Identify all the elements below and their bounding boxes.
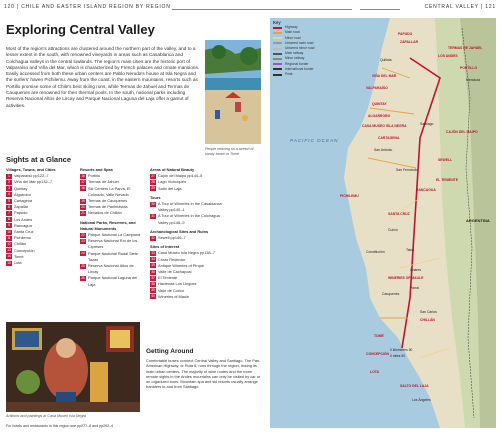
sight-number-badge: 13 — [7, 248, 11, 253]
map-place-label: LOTA — [370, 370, 379, 374]
sight-number-badge: 6 — [6, 205, 12, 210]
map-key-label: Minor road — [285, 35, 301, 40]
sight-name: El Teniente — [158, 275, 178, 281]
sight-number-badge: 3 — [6, 186, 12, 191]
museum-photo-caption: Artifacts and paintings at Casa Museo Isla Negra — [6, 414, 86, 418]
sight-number-badge: 27 — [151, 173, 155, 178]
header-rule-left — [172, 9, 352, 10]
region-map — [270, 18, 496, 428]
sight-name: Papudo — [14, 210, 28, 216]
sight-number-badge: 37 — [151, 275, 155, 280]
map-key-label: Regional border — [285, 61, 309, 66]
sight-name: Lago Vichuquén — [158, 179, 187, 185]
sight-name: A Tour of Wineries in the Casablanca Valley pp140–1 — [158, 201, 222, 213]
map-place-label: CONCEPCIÓN — [366, 352, 389, 356]
sight-name: Valle de Curicó — [158, 287, 185, 293]
sight-name: Hacienda Los Lingues — [158, 281, 197, 287]
map-key-label: Peak — [285, 72, 293, 77]
sight-name: Portillo — [88, 173, 100, 179]
map-place-label: Los Ángeles — [412, 398, 431, 402]
sight-number-badge: 33 — [151, 251, 155, 256]
sight-number-badge: 19 — [81, 198, 85, 203]
sight-number-badge: 21 — [81, 211, 85, 216]
sight-name: Cajón del Maipo pp144–5 — [158, 173, 203, 179]
map-key-swatch — [273, 53, 282, 55]
sight-number-badge: 31 — [151, 214, 155, 219]
sight-name: Parque Nacional Laguna del Laja — [88, 275, 138, 287]
map-key-swatch — [273, 42, 282, 44]
sights-column-3 — [150, 167, 226, 300]
sight-name: Wineries of Maule — [158, 293, 190, 299]
page-title: Exploring Central Valley — [6, 22, 155, 37]
sight-number-badge: 35 — [151, 263, 155, 268]
sight-name: Algarrobo — [14, 191, 31, 197]
sight-number-badge: 36 — [151, 269, 155, 274]
map-place-label: Constitución — [366, 250, 385, 254]
sight-name: Cartagena — [14, 198, 33, 204]
sight-number-badge: 28 — [151, 180, 155, 184]
sight-number-badge: 5 — [6, 199, 12, 204]
museum-photo — [6, 322, 140, 412]
category-heading: National Parks, Reserves, and Natural Monuments — [80, 219, 136, 231]
sight-number-badge: 38 — [151, 282, 155, 287]
category-heading: Villages, Towns, and Cities — [6, 167, 56, 172]
map-place-label: Cauquenes — [382, 292, 400, 296]
sight-name: Pichilemu — [14, 235, 31, 241]
map-place-label: LOS ANDES — [438, 54, 458, 58]
sight-number-badge: 22 — [81, 232, 85, 237]
sight-number-badge: 11 — [7, 235, 11, 240]
sight-name: Parque Nacional Radal Siete Tazas — [88, 250, 138, 262]
sight-number-badge: 26 — [81, 276, 85, 281]
sight-name: Parque Nacional La Campana — [88, 232, 141, 238]
sight-item — [150, 294, 226, 300]
sight-name: Salto del Laja — [158, 185, 182, 191]
sight-name: Termas de Panimávida — [88, 204, 128, 210]
map-key-label: Minor railway — [285, 56, 305, 61]
sight-name: Lota — [14, 260, 22, 266]
sight-name: Nevados de Chillán — [88, 210, 122, 216]
sight-item — [80, 238, 144, 250]
map-place-label: ALGARROBO — [368, 114, 391, 118]
map-place-label: Mendoza — [466, 78, 480, 82]
map-key-swatch — [273, 48, 282, 50]
sight-number-badge: 30 — [151, 201, 155, 206]
map-place-label: EL TENIENTE — [436, 178, 458, 182]
sight-number-badge: 32 — [151, 235, 155, 240]
map-place-label: ARGENTINA — [466, 218, 490, 223]
sight-name: Chillán — [14, 241, 26, 247]
map-place-label: WINERIES OF MAULE — [388, 276, 424, 280]
map-key-label: Untarred main road — [285, 40, 314, 45]
map-place-label: Curicó — [388, 228, 398, 232]
sight-name: Termas de Cauquenes — [88, 198, 128, 204]
sight-number-badge: 10 — [7, 229, 11, 234]
sight-name: A Tour of Wineries in the Colchagua Valley pp148–9 — [158, 213, 220, 225]
map-key-swatch — [273, 68, 282, 70]
map-place-label: SANTA CRUZ — [388, 212, 410, 216]
map-place-label: SEWELL — [438, 158, 453, 162]
map-place-label: SALTO DEL LAJA — [400, 384, 429, 388]
sight-name: Termas de Jahuel — [88, 179, 119, 185]
ocean-label: PACIFIC OCEAN — [290, 138, 339, 143]
map-place-label: San Fernando — [396, 168, 418, 172]
sight-number-badge: 29 — [151, 186, 155, 191]
map-key-label: Main railway — [285, 51, 304, 56]
map-place-label: TOMÉ — [374, 334, 384, 338]
map-terrain — [270, 18, 496, 428]
sight-item — [150, 213, 226, 225]
map-key-item — [273, 72, 333, 77]
sights-heading: Sights at a Glance — [6, 155, 72, 164]
sight-number-badge: 12 — [7, 242, 11, 247]
sight-number-badge: 1 — [6, 174, 12, 179]
footer-left: For hotels and restaurants in this region see pp277–8 and pp292–4 — [6, 424, 114, 428]
map-key-swatch — [273, 63, 282, 65]
map-key-label: Highway — [285, 25, 298, 30]
sight-item — [6, 260, 68, 266]
sight-name: Tomé — [14, 253, 24, 259]
sight-name: Reserva Nacional Altos de Lircay — [88, 263, 134, 275]
sight-name: Santa Cruz — [14, 229, 34, 235]
map-key-title: Key — [273, 20, 281, 25]
sight-number-badge: 20 — [81, 204, 85, 209]
map-place-label: TERMAS DE JAHUEL — [448, 46, 483, 50]
sight-number-badge: 15 — [7, 260, 11, 265]
sight-name: Valle de Cachapoal — [158, 269, 192, 275]
sight-number-badge: 9 — [6, 223, 12, 228]
sight-item — [80, 251, 144, 263]
sight-number-badge: 34 — [151, 257, 155, 262]
map-place-label: PORTILLO — [460, 66, 478, 70]
category-heading: Areas of Natural Beauty — [150, 167, 195, 172]
sight-name: Reserva Nacional Río de los Cipreses — [88, 238, 138, 250]
page-header — [0, 0, 500, 13]
sight-number-badge: 14 — [7, 254, 11, 259]
map-place-label: Parral — [410, 286, 420, 290]
sight-number-badge: 17 — [81, 180, 85, 184]
sight-number-badge: 4 — [6, 192, 12, 197]
sight-number-badge: 18 — [81, 186, 85, 191]
map-key-label: International border — [285, 66, 314, 71]
intro-paragraph: Most of the region's attractions are clustered around the northern part of the valley, and to a lesser extent in the south, with renowned vineyards in areas such as Casablanca and Colchagua valleys in the central lowlands. The region's main cities are the historic port of Valparaíso and Viña del Mar, which is characterized by French palaces and ornate mansions. Easily accessed from both these urban centers are Pablo Neruda's house at Isla Negra and the surfers' haven Pichilemu. Away from the coast, in the eastern mountains, resorts such as Portillo promise some of Chile's best skiing runs, while Termas de Jahuel and Termas de Cauquenes are renowned for their thermal pools. In the south, national parks including Reserva Nacional Altos de Lircay and Parque Nacional Laguna del Laja offer a gamut of activities. — [6, 46, 200, 108]
sight-number-badge: 7 — [6, 211, 12, 216]
map-place-label: Quillota — [380, 58, 392, 62]
sight-number-badge: 24 — [81, 251, 85, 256]
sight-item — [80, 263, 144, 275]
map-place-label: CARTAGENA — [378, 136, 400, 140]
scale-km: 0 kilometers 50 — [390, 348, 413, 352]
header-rule-right — [360, 9, 400, 10]
sight-number-badge: 23 — [81, 238, 85, 243]
map-place-label: San Carlos — [420, 310, 437, 314]
category-heading: Tours — [150, 194, 161, 200]
sight-item — [80, 186, 144, 198]
map-key-swatch — [273, 27, 282, 29]
header-right: CENTRAL VALLEY | 121 — [424, 4, 496, 10]
header-left: 120 | CHILE AND EASTER ISLAND REGION BY REGION — [4, 4, 171, 10]
map-place-label: Talca — [406, 248, 414, 252]
beach-photo-caption: People relaxing on a stretch of sandy beach in Tomé — [205, 147, 254, 156]
map-place-label: PAPUDO — [398, 32, 413, 36]
map-place-label: CAJÓN DEL MAIPO — [446, 130, 478, 134]
map-place-label: ZAPALLAR — [400, 40, 419, 44]
category-heading: Sites of Interest — [150, 244, 180, 250]
map-place-label: RANCAGUA — [416, 188, 436, 192]
sight-number-badge: 16 — [81, 173, 85, 178]
sight-name: Casa Museo Isla Negra pp138–7 — [158, 250, 215, 256]
map-place-label: CASA MUSEO ISLA NEGRA — [362, 124, 407, 128]
sight-number-badge: 25 — [81, 263, 85, 268]
scale-mi: 0 miles 50 — [390, 354, 406, 358]
sights-column-1 — [6, 167, 68, 266]
map-key-swatch — [273, 74, 282, 76]
sight-name: Zapallar — [14, 204, 29, 210]
sight-name: Los Andes — [14, 216, 33, 222]
map-place-label: San Antonio — [374, 148, 393, 152]
map-place-label: QUINTAY — [372, 102, 387, 106]
category-heading: Archaeological Sites and Ruins — [150, 228, 209, 234]
map-key-swatch — [273, 58, 282, 60]
map-place-label: PICHILEMU — [340, 194, 359, 198]
sight-name: Cristo Redentor — [158, 256, 186, 262]
sight-number-badge: 40 — [151, 294, 155, 299]
map-key-swatch — [273, 32, 282, 34]
map-key-label: Untarred minor road — [285, 46, 315, 51]
sight-name: Quintay — [14, 185, 28, 191]
sight-name: Concepción — [14, 247, 35, 253]
sight-name: Rancagua — [14, 222, 32, 228]
sight-item — [80, 275, 144, 287]
sight-name: Viña del Mar pp132–7 — [14, 179, 52, 185]
sight-name: Antique Wineries of Pirque — [158, 262, 205, 268]
sight-number-badge: 8 — [6, 217, 12, 222]
map-place-label: CHILLÁN — [420, 318, 435, 322]
sights-column-2 — [80, 167, 144, 288]
sight-item — [150, 201, 226, 213]
map-place-label: VIÑA DEL MAR — [372, 74, 397, 78]
map-key-swatch — [273, 37, 282, 39]
sight-number-badge: 39 — [151, 288, 155, 293]
beach-photo — [205, 40, 261, 144]
sight-name: Ski Centers La Parva, El Colorado, Valle Nevado — [88, 185, 131, 197]
sight-name: Sewell pp146–7 — [158, 235, 186, 241]
map-key — [273, 20, 333, 77]
category-heading: Resorts and Spas — [80, 167, 113, 172]
map-place-label: Santiago — [420, 122, 434, 126]
getting-around-text: Comfortable buses connect Central Valley and Santiago. The Pan-American Highway, or Ruta 5, runs through the region, linking its main urban centers. The majority of wine routes and the more remote sights in the Andes mountains can only be visited by car or on organized tours. Mountain spa and ski resorts usually arrange transfers to and from Santiago. — [146, 358, 261, 390]
map-place-label: VALPARAÍSO — [366, 86, 388, 90]
sight-name: Valparaíso pp122–7 — [14, 173, 49, 179]
map-place-label: Linares — [410, 268, 422, 272]
getting-around-heading: Getting Around — [146, 348, 194, 355]
sight-number-badge: 2 — [6, 180, 12, 185]
map-key-label: Main road — [285, 30, 300, 35]
